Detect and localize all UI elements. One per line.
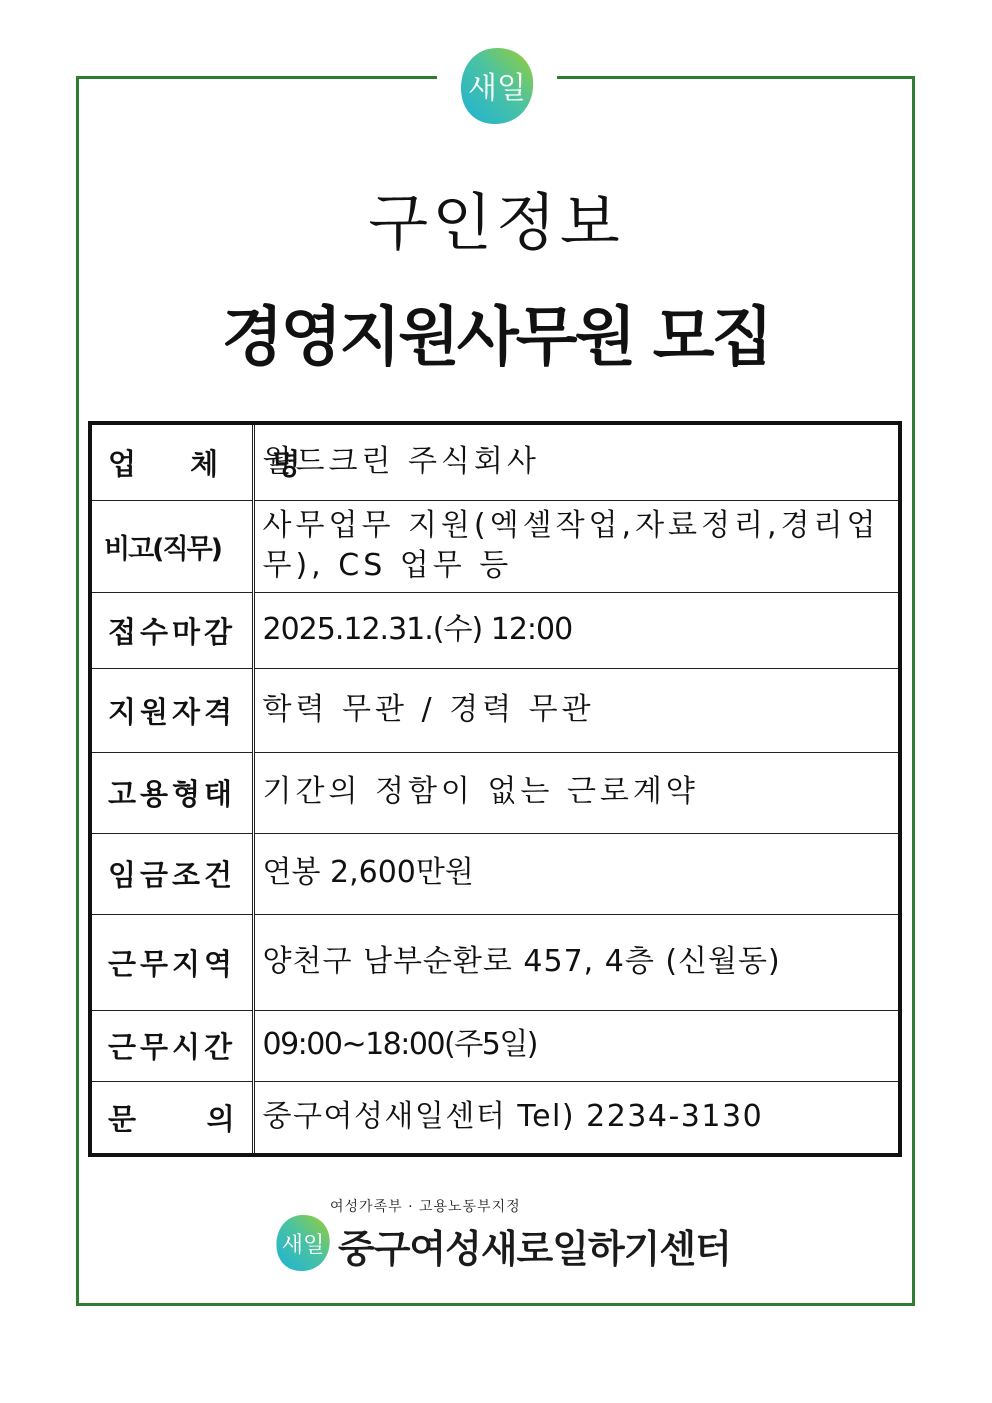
saeil-logo bbox=[437, 40, 557, 132]
table-row-deadline bbox=[90, 592, 900, 668]
deadline-label: 접수마감 bbox=[90, 592, 253, 668]
ministry-designation: 여성가족부 · 고용노동부지정 bbox=[330, 1199, 521, 1215]
logo-text: 새일 bbox=[468, 71, 526, 106]
page-title: 경영지원사무원 모집 bbox=[221, 301, 771, 375]
contact-value: 중구여성새일센터 Tel) 2234-3130 bbox=[253, 1081, 900, 1155]
table-row-company bbox=[90, 423, 900, 500]
duty-label: 비고(직무) bbox=[90, 500, 253, 592]
company-value: 월드크린 주식회사 bbox=[253, 423, 900, 500]
location-value: 양천구 남부순환로 457, 4층 (신월동) bbox=[253, 914, 900, 1010]
table-row-location bbox=[90, 914, 900, 1010]
hours-value: 09:00~18:00(주5일) bbox=[253, 1010, 900, 1081]
table-row-contact bbox=[90, 1081, 900, 1155]
wage-label: 임금조건 bbox=[90, 833, 253, 914]
footer-logo-icon bbox=[272, 1212, 334, 1274]
qualification-value: 학력 무관 / 경력 무관 bbox=[253, 668, 900, 752]
contact-label: 문 의 bbox=[90, 1081, 253, 1155]
table-row-qualification bbox=[90, 668, 900, 752]
footer-logo-text: 새일 bbox=[281, 1231, 325, 1258]
table-row-employment-type bbox=[90, 752, 900, 833]
employment-type-value: 기간의 정함이 없는 근로계약 bbox=[253, 752, 900, 833]
duty-value: 사무업무 지원(엑셀작업,자료정리,경리업무), CS 업무 등 bbox=[253, 500, 900, 592]
center-name: 중구여성새로일하기센터 bbox=[338, 1227, 731, 1271]
hours-label: 근무시간 bbox=[90, 1010, 253, 1081]
deadline-value: 2025.12.31.(수) 12:00 bbox=[253, 592, 900, 668]
location-label: 근무지역 bbox=[90, 914, 253, 1010]
page-subtitle: 구인정보 bbox=[368, 186, 624, 259]
table-row-duty bbox=[90, 500, 900, 592]
saeil-logo-icon bbox=[455, 44, 539, 128]
job-info-table bbox=[88, 421, 902, 1157]
company-label: 업 체 명 bbox=[90, 423, 253, 500]
footer-logo bbox=[272, 1212, 334, 1274]
qualification-label: 지원자격 bbox=[90, 668, 253, 752]
table-row-hours bbox=[90, 1010, 900, 1081]
table-row-wage bbox=[90, 833, 900, 914]
wage-value: 연봉 2,600만원 bbox=[253, 833, 900, 914]
employment-type-label: 고용형태 bbox=[90, 752, 253, 833]
